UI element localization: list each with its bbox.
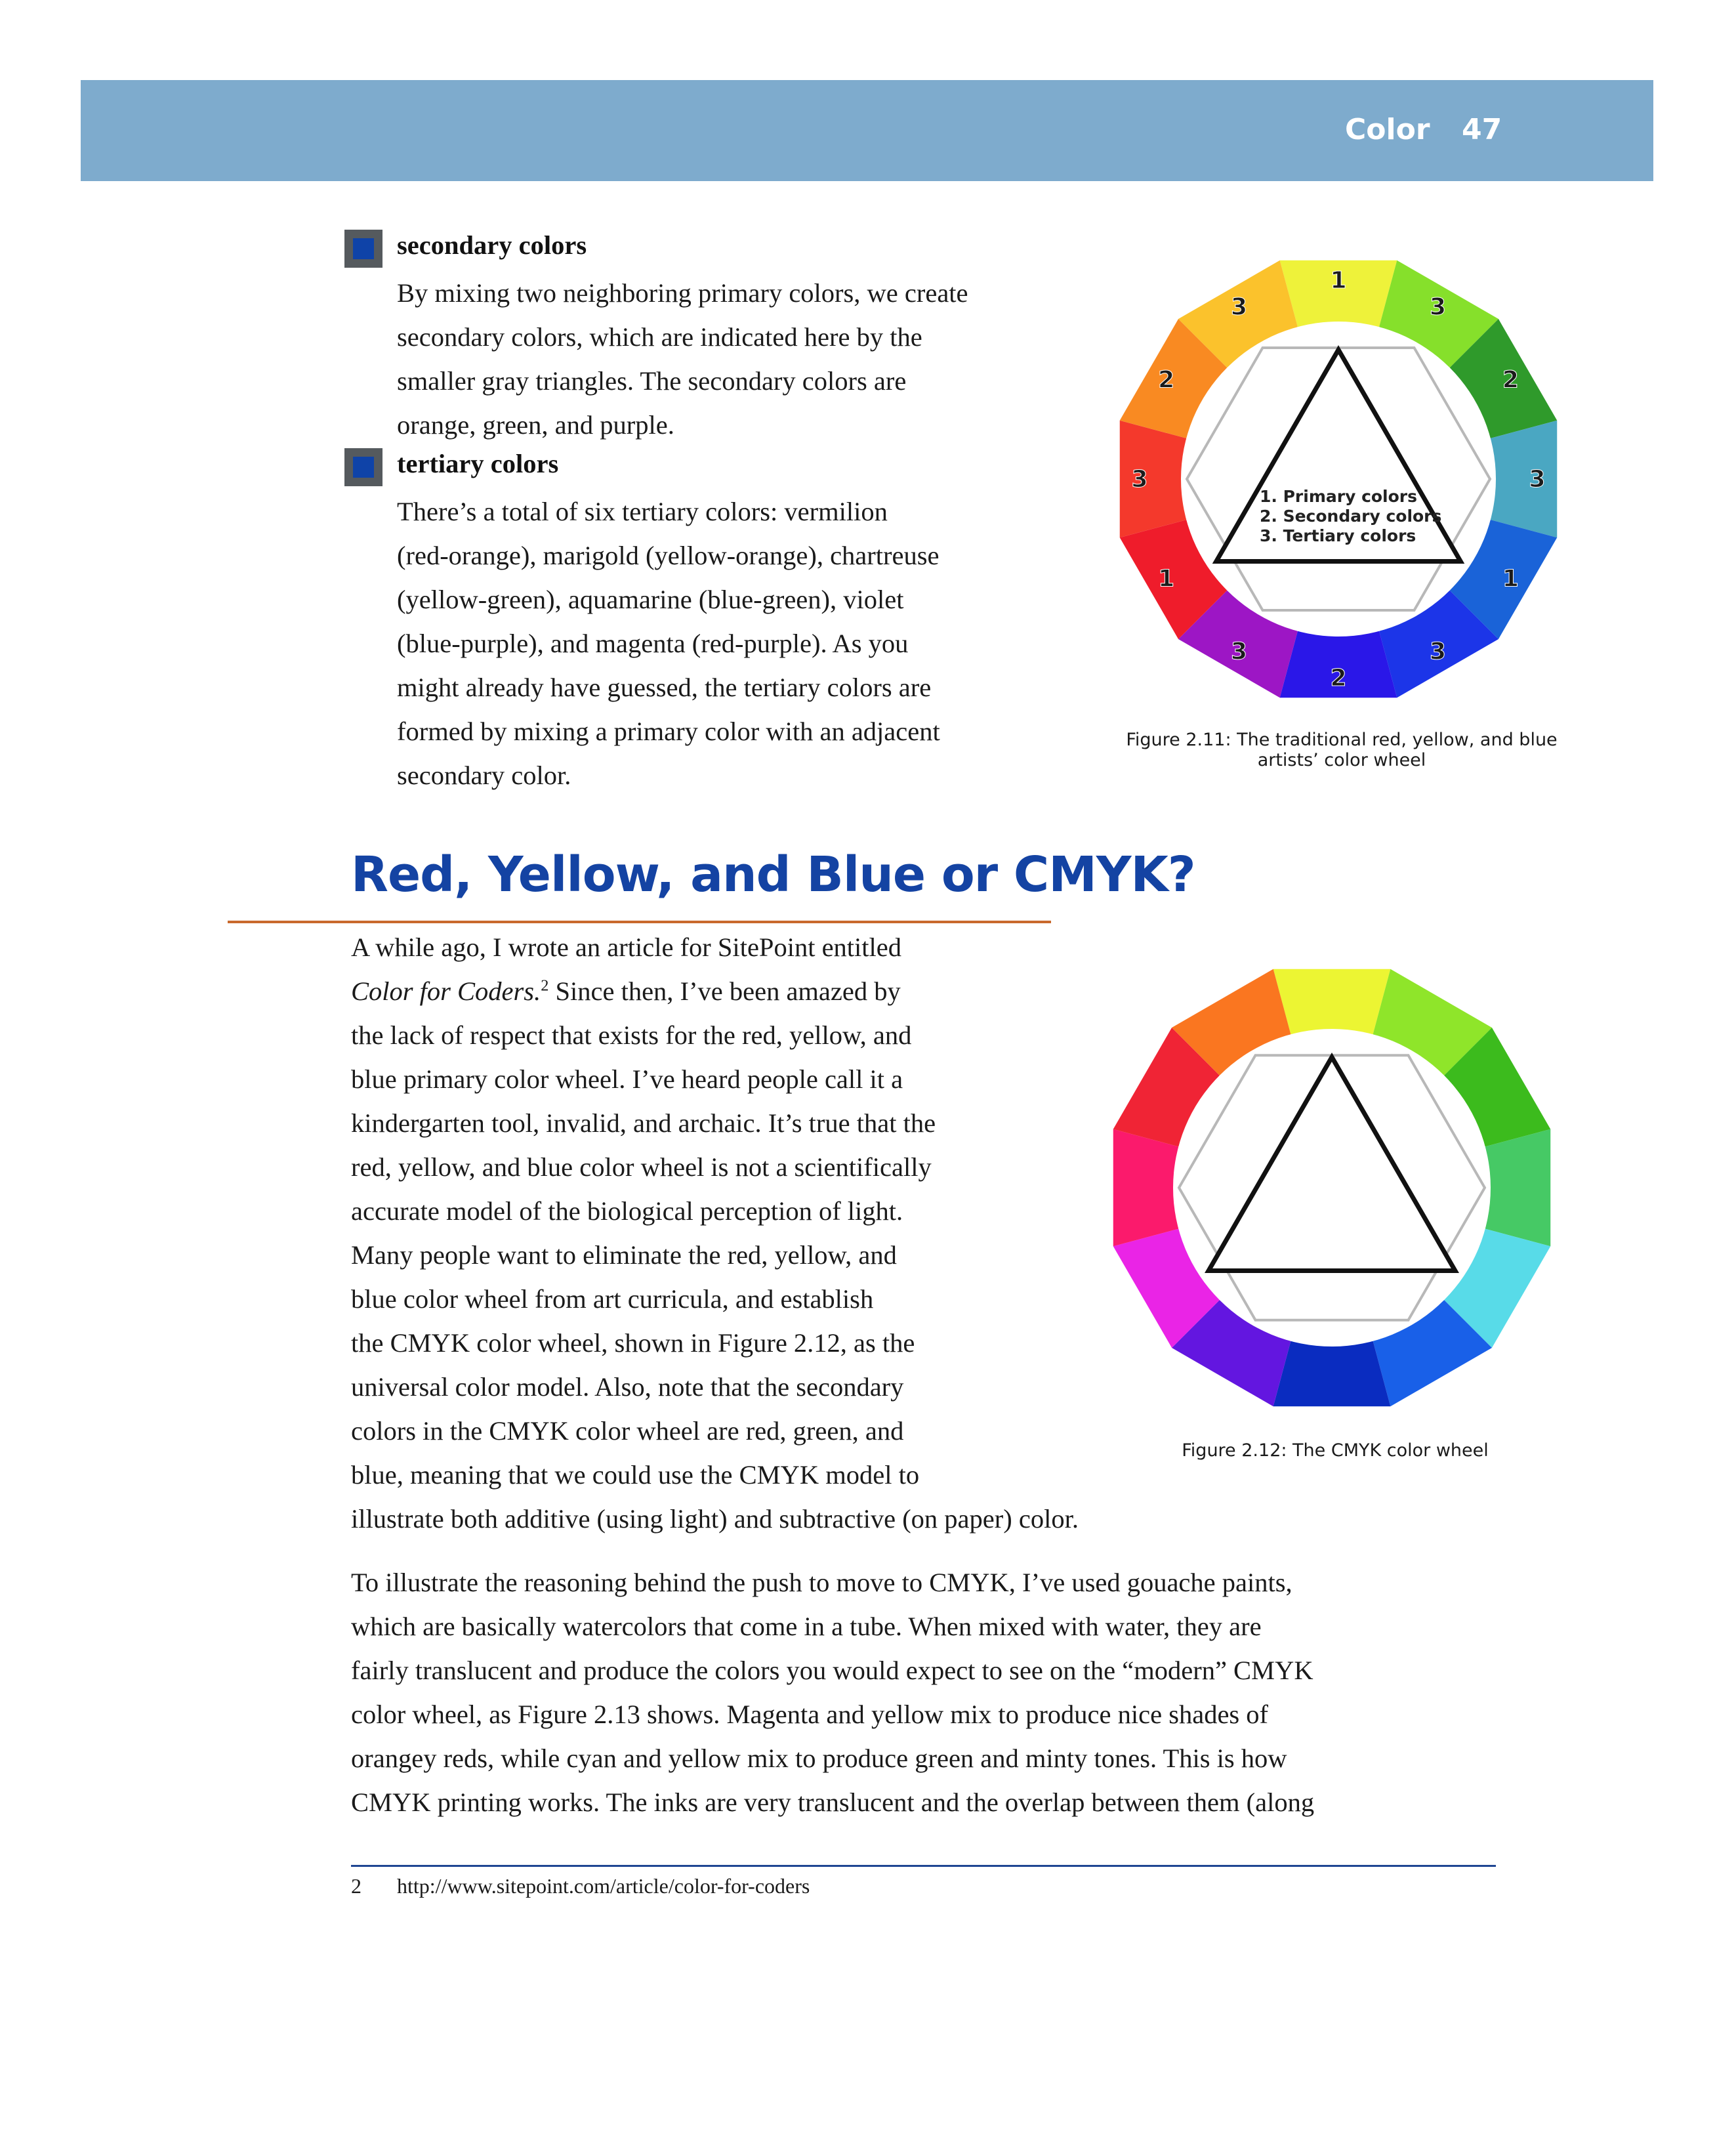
segment-number-label: 3 <box>1230 293 1248 321</box>
bullet-definition-tertiary <box>397 490 1106 797</box>
text-line: fairly translucent and produce the colors you would expect to see on the “modern” CMYK <box>351 1656 1313 1685</box>
text-line: orangey reds, while cyan and yellow mix to produce green and minty tones. This is how <box>351 1744 1287 1773</box>
text-line: blue primary color wheel. I’ve heard people call it a <box>351 1064 903 1094</box>
wheel-segment <box>1273 969 1391 1034</box>
bullet-definition-secondary <box>397 271 1106 447</box>
text-line: By mixing two neighboring primary colors, we create <box>397 278 968 308</box>
figure-2-12-caption: Figure 2.12: The CMYK color wheel <box>1182 1440 1489 1461</box>
text-fragment: Since then, I’ve been amazed by <box>548 976 901 1006</box>
text-line: secondary colors, which are indicated here by the <box>397 322 922 352</box>
segment-number-label: 2 <box>1158 366 1175 394</box>
section-heading: Red, Yellow, and Blue or CMYK? <box>351 846 1195 903</box>
text-line: the CMYK color wheel, shown in Figure 2.12, as the <box>351 1328 915 1358</box>
text-line: accurate model of the biological perception of light. <box>351 1196 903 1226</box>
text-line: formed by mixing a primary color with an adjacent <box>397 717 940 746</box>
text-line: universal color model. Also, note that the secondary <box>351 1372 904 1402</box>
text-line: kindergarten tool, invalid, and archaic. It’s true that the <box>351 1108 936 1138</box>
text-line: secondary color. <box>397 761 571 790</box>
segment-number-label: 2 <box>1330 665 1347 692</box>
text-line: smaller gray triangles. The secondary colors are <box>397 366 907 396</box>
text-line: CMYK printing works. The inks are very translucent and the overlap between them (along <box>351 1787 1315 1817</box>
text-line: blue, meaning that we could use the CMYK model to <box>351 1460 920 1490</box>
text-line: Many people want to eliminate the red, yellow, and <box>351 1240 897 1270</box>
footnote-ref[interactable]: 2 <box>541 976 549 995</box>
wheel-segment <box>1491 421 1557 538</box>
wheel-legend-entry: 3. Tertiary colors <box>1260 526 1416 545</box>
text-line: (blue-purple), and magenta (red-purple). As you <box>397 629 909 658</box>
running-header-section: Color <box>1345 113 1430 146</box>
wheel-segment <box>1120 421 1186 538</box>
footnote-number: 2 <box>351 1874 362 1898</box>
segment-number-label: 1 <box>1502 565 1519 593</box>
page-number: 47 <box>1462 113 1502 146</box>
caption-line: artists’ color wheel <box>1257 750 1426 770</box>
text-line: colors in the CMYK color wheel are red, green, and <box>351 1416 904 1446</box>
wheel-segment <box>1113 1129 1178 1247</box>
wheel-legend-entry: 1. Primary colors <box>1260 487 1418 506</box>
bullet-term-secondary: secondary colors <box>397 230 587 260</box>
ryb-color-wheel-figure <box>1109 249 1568 709</box>
article-title: Color for Coders. <box>351 976 541 1006</box>
segment-number-label: 3 <box>1131 466 1148 493</box>
segment-number-label: 1 <box>1330 267 1347 294</box>
text-line: the lack of respect that exists for the red, yellow, and <box>351 1020 912 1050</box>
text-line: orange, green, and purple. <box>397 410 674 440</box>
wheel-legend-entry: 2. Secondary colors <box>1260 507 1442 526</box>
text-line: blue color wheel from art curricula, and establish <box>351 1284 874 1314</box>
text-line: (red-orange), marigold (yellow-orange), chartreuse <box>397 541 940 570</box>
text-line: red, yellow, and blue color wheel is not a scientifically <box>351 1152 932 1182</box>
text-line: might already have guessed, the tertiary colors are <box>397 673 932 702</box>
caption-line: Figure 2.11: The traditional red, yellow, and blue <box>1126 730 1558 750</box>
segment-number-label: 3 <box>1429 293 1447 321</box>
segment-number-label: 3 <box>1529 466 1546 493</box>
cmyk-color-wheel-figure <box>1102 958 1561 1417</box>
text-line: A while ago, I wrote an article for SitePoint entitled <box>351 932 902 962</box>
wheel-segment <box>1485 1129 1550 1247</box>
figure-2-11-caption <box>1115 730 1568 770</box>
text-line: To illustrate the reasoning behind the push to move to CMYK, I’ve used gouache paints, <box>351 1568 1292 1597</box>
heading-underline <box>228 921 1051 923</box>
segment-number-label: 1 <box>1158 565 1175 593</box>
bullet-square-icon <box>344 230 382 268</box>
segment-number-label: 2 <box>1502 366 1519 394</box>
footnote-rule <box>351 1865 1496 1867</box>
bullet-square-icon <box>344 448 382 486</box>
wheel-segment <box>1273 1341 1391 1406</box>
segment-number-label: 3 <box>1429 638 1447 665</box>
segment-number-label: 3 <box>1230 638 1248 665</box>
text-line: color wheel, as Figure 2.13 shows. Magenta and yellow mix to produce nice shades of <box>351 1700 1269 1729</box>
text-line: which are basically watercolors that come in a tube. When mixed with water, they are <box>351 1612 1262 1641</box>
text-line: There’s a total of six tertiary colors: vermilion <box>397 497 888 526</box>
bullet-term-tertiary: tertiary colors <box>397 449 559 478</box>
footnote-link[interactable]: http://www.sitepoint.com/article/color-for-coders <box>397 1874 810 1898</box>
text-line: illustrate both additive (using light) and subtractive (on paper) color. <box>351 1504 1079 1534</box>
paragraph-2 <box>351 1560 1499 1824</box>
text-line: (yellow-green), aquamarine (blue-green), violet <box>397 585 904 614</box>
